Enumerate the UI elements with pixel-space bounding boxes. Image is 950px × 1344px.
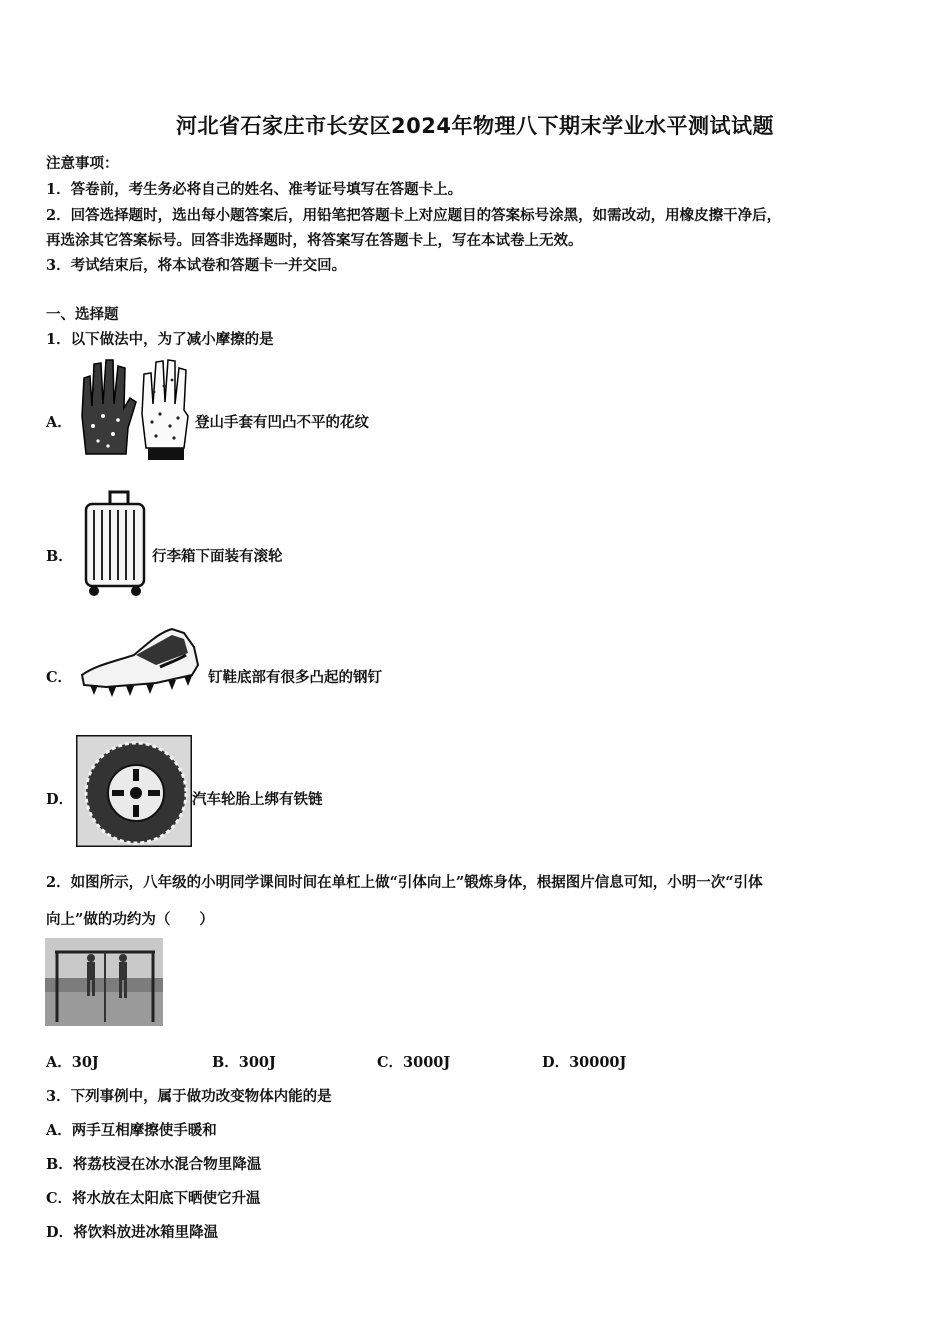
notice-item: 1．答卷前，考生务必将自己的姓名、准考证号填写在答题卡上。	[46, 181, 463, 198]
option-d-text: 汽车轮胎上绑有铁链	[192, 791, 323, 808]
notice-item: 再选涂其它答案标号。回答非选择题时，将答案写在答题卡上，写在本试卷上无效。	[46, 232, 583, 249]
option-c-label: C．	[46, 669, 73, 686]
option-d: D．30000J	[542, 1054, 627, 1071]
option-d: D．将饮料放进冰箱里降温	[46, 1224, 219, 1241]
option-a-label: A．	[46, 414, 72, 431]
question-2-stem-cont: 向上”做的功约为（ ）	[46, 911, 214, 928]
tire-chain-image	[76, 735, 192, 847]
option-b: B．将荔枝浸在冰水混合物里降温	[46, 1156, 262, 1173]
notice-item: 3．考试结束后，将本试卷和答题卡一并交回。	[46, 257, 347, 274]
option-c-text: 钉鞋底部有很多凸起的钢钉	[208, 669, 382, 686]
option-c: C．将水放在太阳底下晒使它升温	[46, 1190, 261, 1207]
question-3-stem: 3．下列事例中，属于做功改变物体内能的是	[46, 1088, 332, 1105]
notice-item: 2．回答选择题时，选出每小题答案后，用铅笔把答题卡上对应题目的答案标号涂黑，如需改动，用橡皮擦干净后，	[46, 207, 782, 224]
option-d-label: D．	[46, 791, 74, 808]
notice-heading: 注意事项：	[46, 155, 119, 172]
option-a-text: 登山手套有凹凸不平的花纹	[195, 414, 369, 431]
question-1-stem: 1．以下做法中，为了减小摩擦的是	[46, 331, 274, 348]
suitcase-image	[80, 488, 152, 598]
spike-shoe-image	[76, 625, 204, 705]
option-b-label: B．	[46, 548, 73, 565]
option-a: A．30J	[46, 1054, 99, 1071]
option-c: C．3000J	[377, 1054, 451, 1071]
option-b: B．300J	[212, 1054, 276, 1071]
gloves-image	[78, 356, 193, 464]
question-2-stem: 2．如图所示，八年级的小明同学课间时间在单杠上做“引体向上”锻炼身体，根据图片信息可知，小明一次“引体	[46, 874, 763, 891]
pull-up-photo	[45, 938, 163, 1026]
option-b-text: 行李箱下面装有滚轮	[152, 548, 283, 565]
page-title: 河北省石家庄市长安区2024年物理八下期末学业水平测试试题	[176, 114, 774, 138]
section-heading: 一、选择题	[46, 306, 119, 323]
option-a: A．两手互相摩擦使手暖和	[46, 1122, 217, 1139]
